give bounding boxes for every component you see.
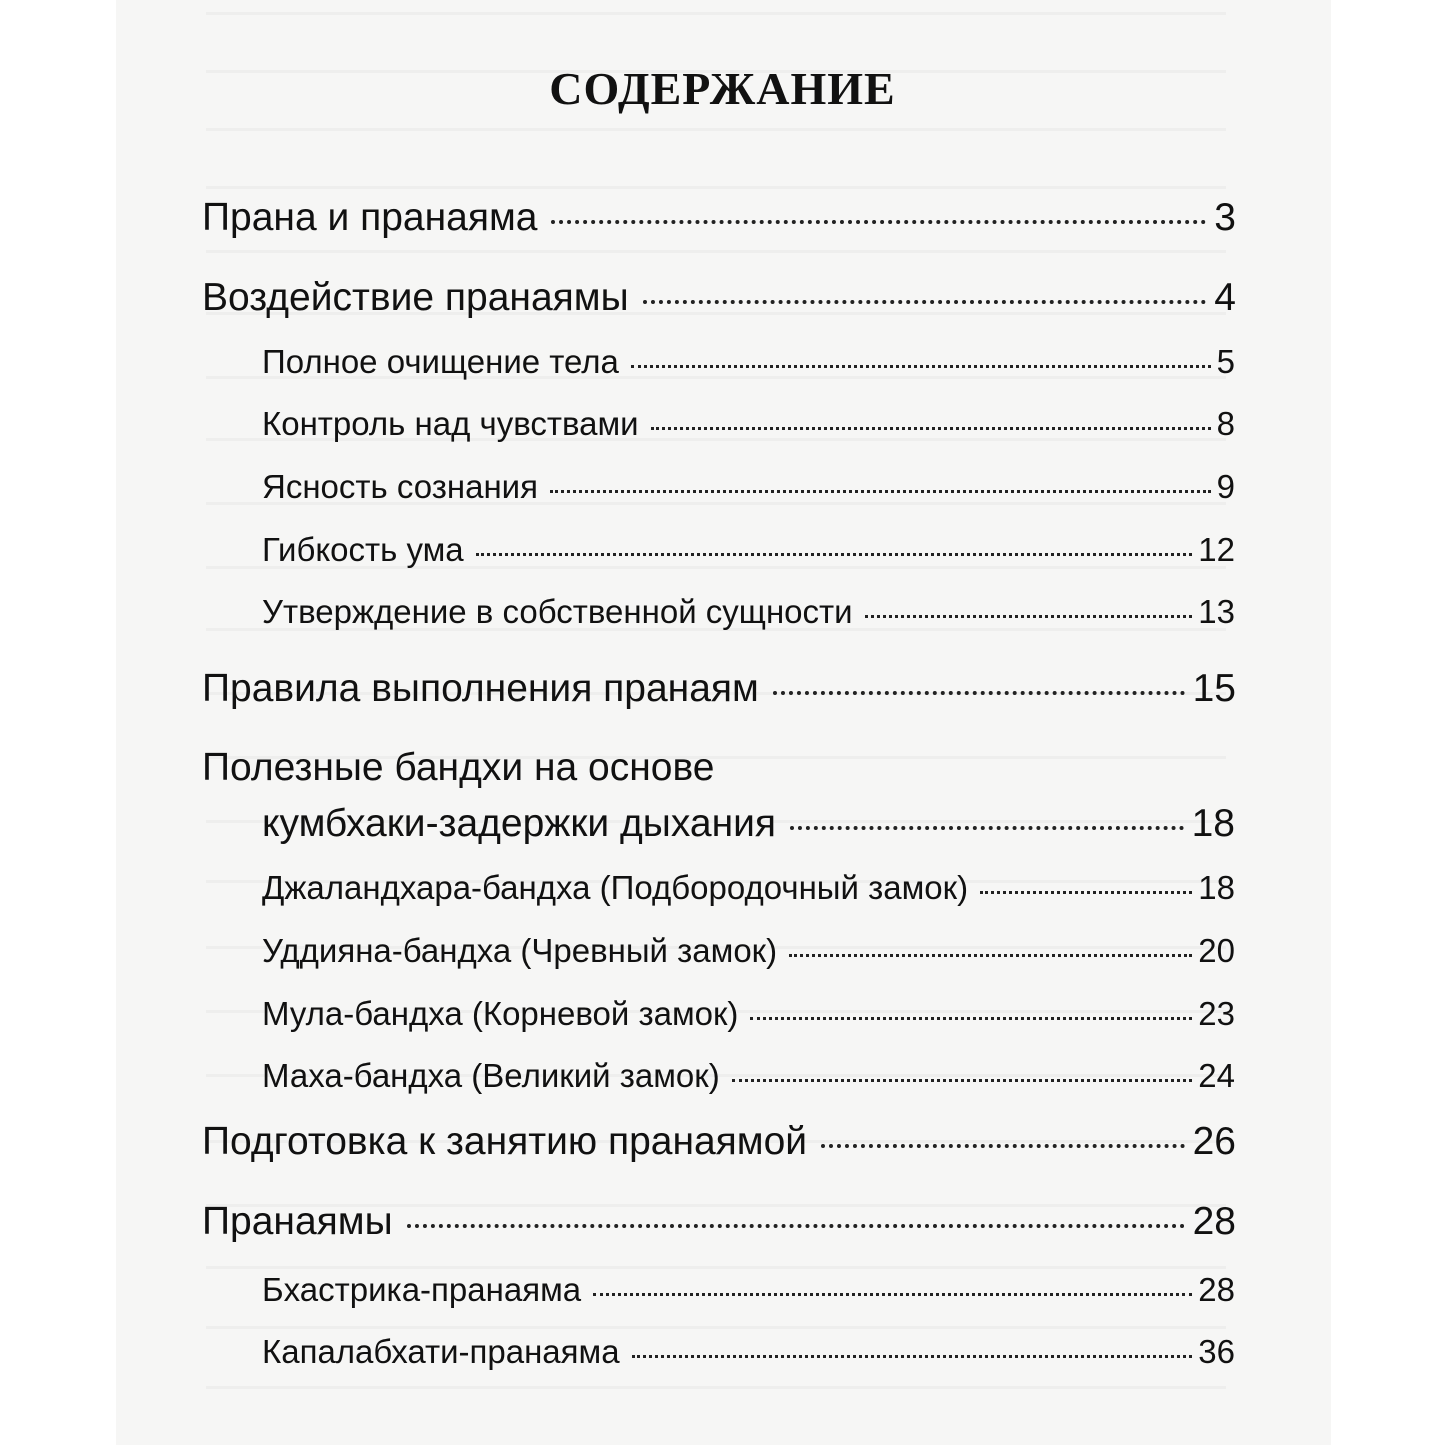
toc-entry-page: 24 bbox=[1198, 1057, 1235, 1094]
toc-subentry[interactable] bbox=[262, 526, 1235, 574]
toc-entry-page: 13 bbox=[1198, 593, 1235, 630]
dot-leader bbox=[651, 427, 1211, 430]
toc-entry-label-line2: кумбхаки-задержки дыхания bbox=[262, 802, 777, 845]
page-title: СОДЕРЖАНИЕ bbox=[549, 63, 896, 114]
toc-entry-page: 18 bbox=[1198, 869, 1235, 906]
toc-subentry[interactable] bbox=[262, 927, 1235, 975]
toc-entry-page: 28 bbox=[1198, 1271, 1235, 1308]
dot-leader bbox=[821, 1144, 1185, 1148]
toc-entry[interactable] bbox=[262, 796, 1235, 852]
toc-entry-label: Уддияна-бандха (Чревный замок) bbox=[262, 932, 778, 969]
dot-leader bbox=[593, 1293, 1192, 1296]
toc-subentry[interactable] bbox=[262, 400, 1235, 448]
toc-entry-page: 3 bbox=[1214, 196, 1236, 239]
toc-entry[interactable] bbox=[202, 190, 1236, 246]
toc-subentry[interactable] bbox=[262, 1328, 1235, 1376]
toc-entry-label: Воздействие пранаямы bbox=[202, 276, 629, 319]
toc-subentry[interactable] bbox=[262, 463, 1235, 511]
toc-subentry[interactable] bbox=[262, 990, 1235, 1038]
toc-subentry[interactable] bbox=[262, 588, 1235, 636]
toc-entry-label: Утверждение в собственной сущности bbox=[262, 593, 853, 630]
toc-entry[interactable] bbox=[202, 661, 1236, 717]
dot-leader bbox=[789, 954, 1192, 957]
toc-entry[interactable] bbox=[202, 1194, 1236, 1250]
toc-entry-page: 36 bbox=[1198, 1333, 1235, 1370]
toc-entry-page: 4 bbox=[1214, 276, 1236, 319]
toc-subentry[interactable] bbox=[262, 338, 1235, 386]
toc-entry-label: Подготовка к занятию пранаямой bbox=[202, 1120, 808, 1163]
toc-subentry[interactable] bbox=[262, 1266, 1235, 1314]
toc-entry-page: 12 bbox=[1198, 531, 1235, 568]
toc-entry-label-line1[interactable]: Полезные бандхи на основе bbox=[202, 746, 715, 789]
toc-entry-page: 15 bbox=[1192, 667, 1236, 710]
dot-leader bbox=[407, 1224, 1185, 1228]
dot-leader bbox=[550, 490, 1211, 493]
dot-leader bbox=[643, 300, 1207, 304]
dot-leader bbox=[980, 891, 1192, 894]
toc-entry-label: Маха-бандха (Великий замок) bbox=[262, 1057, 720, 1094]
dot-leader bbox=[551, 220, 1206, 224]
toc-entry[interactable] bbox=[202, 1114, 1236, 1170]
toc-entry-label: Джаландхара-бандха (Подбородочный замок) bbox=[262, 869, 969, 906]
toc-entry-label: Полное очищение тела bbox=[262, 343, 619, 380]
toc-entry-label: Контроль над чувствами bbox=[262, 405, 639, 442]
toc-entry-label: Гибкость ума bbox=[262, 531, 464, 568]
dot-leader bbox=[773, 691, 1185, 695]
toc-entry[interactable] bbox=[202, 270, 1236, 326]
dot-leader bbox=[750, 1017, 1192, 1020]
toc-subentry[interactable] bbox=[262, 1052, 1235, 1100]
toc-entry-label: Ясность сознания bbox=[262, 468, 538, 505]
toc-entry-label: Пранаямы bbox=[202, 1200, 393, 1243]
dot-leader bbox=[631, 365, 1211, 368]
toc-entry-page: 8 bbox=[1216, 405, 1235, 442]
toc-entry-page: 20 bbox=[1198, 932, 1235, 969]
toc-subentry[interactable] bbox=[262, 864, 1235, 912]
toc-entry-page: 26 bbox=[1192, 1120, 1236, 1163]
dot-leader bbox=[865, 615, 1193, 618]
toc-entry-page: 18 bbox=[1191, 802, 1235, 845]
toc-entry-label: Правила выполнения пранаям bbox=[202, 667, 759, 710]
dot-leader bbox=[790, 826, 1184, 830]
dot-leader bbox=[732, 1079, 1193, 1082]
toc-entry-page: 5 bbox=[1216, 343, 1235, 380]
toc-entry-label: Мула-бандха (Корневой замок) bbox=[262, 995, 739, 1032]
dot-leader bbox=[476, 553, 1193, 556]
toc-entry-page: 23 bbox=[1198, 995, 1235, 1032]
dot-leader bbox=[632, 1355, 1193, 1358]
toc-entry-label: Прана и пранаяма bbox=[202, 196, 538, 239]
toc-entry-label: Бхастрика-пранаяма bbox=[262, 1271, 582, 1308]
toc-entry-page: 28 bbox=[1192, 1200, 1236, 1243]
toc-entry-page: 9 bbox=[1216, 468, 1235, 505]
toc-entry-label: Капалабхати-пранаяма bbox=[262, 1333, 620, 1370]
